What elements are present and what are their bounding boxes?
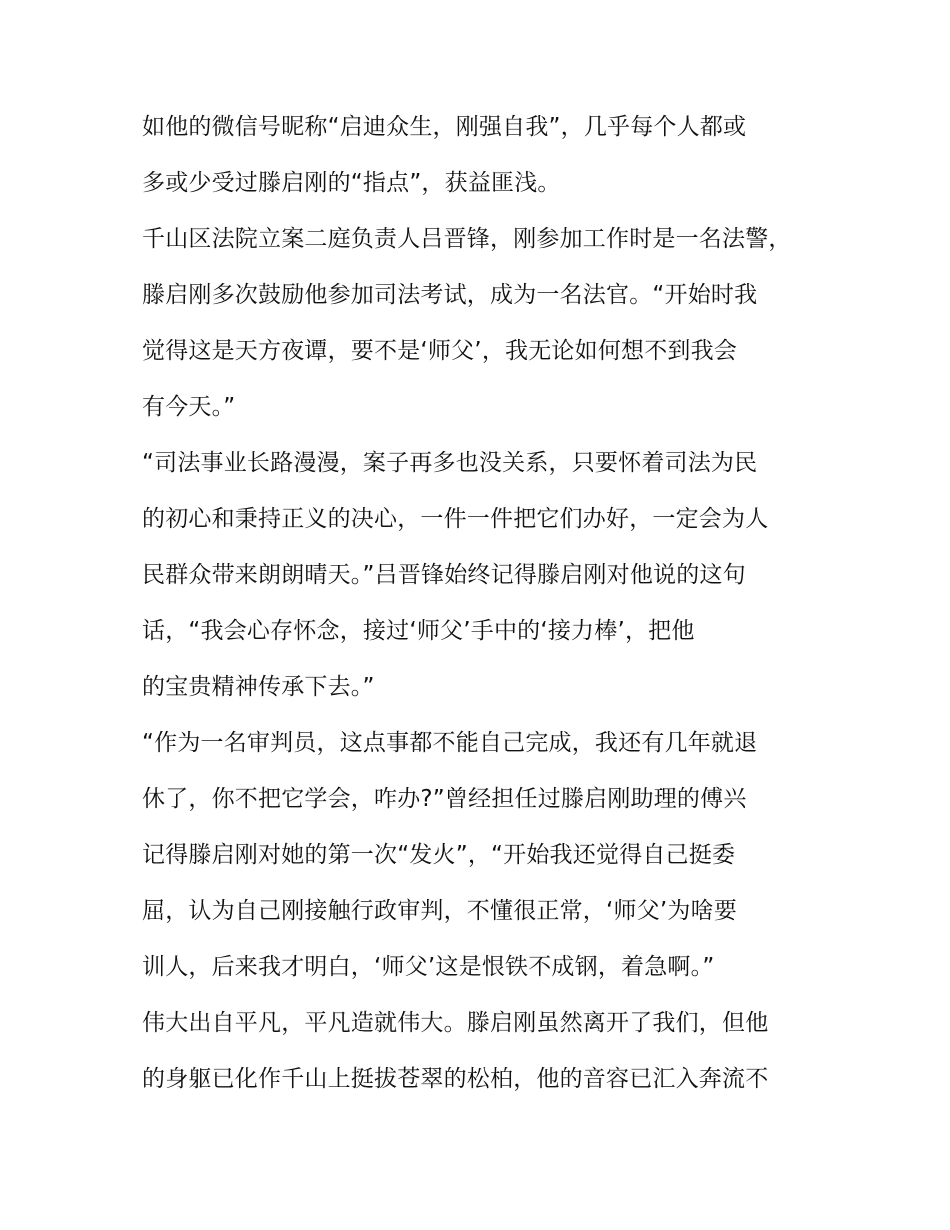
text-line: 的宝贵精神传承下去。”: [142, 674, 375, 700]
text-line: 训人，后来我才明白，‘师父’这是恨铁不成钢，着急啊。”: [142, 954, 715, 980]
text-line: “作为一名审判员，这点事都不能自己完成，我还有几年就退: [142, 730, 758, 756]
text-line: 的初心和秉持正义的决心，一件一件把它们办好，一定会为人: [142, 506, 769, 532]
text-line: 千山区法院立案二庭负责人吕晋锋，刚参加工作时是一名法警，: [142, 226, 792, 252]
text-line: 多或少受过滕启刚的“指点”，获益匪浅。: [142, 170, 561, 196]
text-line: “司法事业长路漫漫，案子再多也没关系，只要怀着司法为民: [142, 450, 758, 476]
text-line: 有今天。”: [142, 394, 236, 420]
text-line: 滕启刚多次鼓励他参加司法考试，成为一名法官。“开始时我: [142, 282, 758, 308]
text-line: 话，“我会心存怀念，接过‘师父’手中的‘接力棒’，把他: [142, 618, 695, 644]
text-line: 屈，认为自己刚接触行政审判，不懂很正常，‘师父’为啥要: [142, 898, 738, 924]
text-line: 如他的微信号昵称“启迪众生，刚强自我”，几乎每个人都或: [142, 114, 747, 140]
text-line: 伟大出自平凡，平凡造就伟大。滕启刚虽然离开了我们，但他: [142, 1010, 769, 1036]
text-line: 休了，你不把它学会，咋办?”曾经担任过滕启刚助理的傅兴: [142, 786, 747, 812]
text-line: 觉得这是天方夜谭，要不是‘师父’，我无论如何想不到我会: [142, 338, 738, 364]
text-line: 民群众带来朗朗晴天。”吕晋锋始终记得滕启刚对他说的这句: [142, 562, 746, 588]
text-line: 记得滕启刚对她的第一次“发火”，“开始我还觉得自己挺委: [142, 842, 736, 868]
text-line: 的身躯已化作千山上挺拔苍翠的松柏，他的音容已汇入奔流不: [142, 1066, 769, 1092]
